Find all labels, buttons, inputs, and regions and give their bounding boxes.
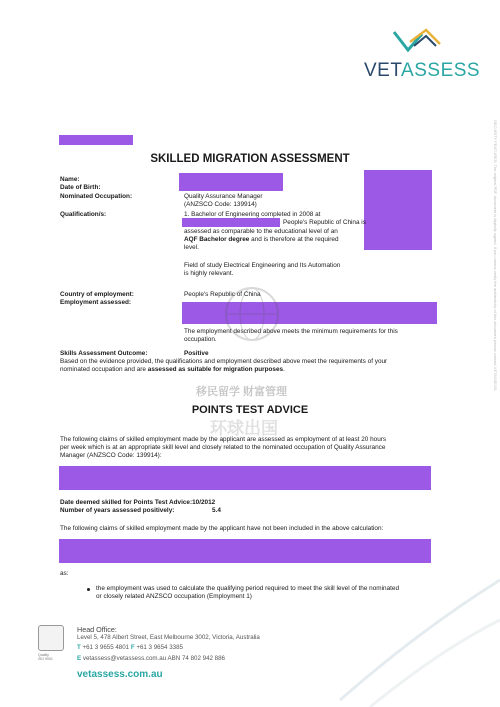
redaction-name <box>179 173 283 191</box>
fax-label: F <box>130 644 135 651</box>
globe-watermark-icon <box>222 284 282 344</box>
dob-label: Date of Birth: <box>60 184 101 191</box>
phone-value: +61 3 9655 4801 <box>80 644 131 651</box>
qualification-line1: 1. Bachelor of Engineering completed in 2008 at <box>184 211 321 218</box>
points-para2: The following claims of skilled employment made by the applicant have not been included in the above calculation: <box>60 525 384 532</box>
aqf-level: AQF Bachelor degree <box>184 236 250 243</box>
points-para1-line1: The following claims of skilled employment made by the applicant are assessed as employment of at least 20 hours <box>60 436 387 443</box>
as-label: as: <box>60 570 69 577</box>
cert-line2: ISO 9001 <box>38 657 53 661</box>
fax-value: +61 3 9654 3385 <box>134 644 183 651</box>
qualification-line3: assessed as comparable to the educational level of an <box>184 228 338 235</box>
footer-email-abn <box>77 655 225 662</box>
employment-note1: The employment described above meets the minimum requirements for this <box>184 328 398 335</box>
anzsco-value: (ANZSCO Code: 139914) <box>184 201 257 208</box>
occupation-label: Nominated Occupation: <box>60 193 133 200</box>
deemed-skilled-row <box>60 499 215 507</box>
occupation-value: Quality Assurance Manager <box>184 193 263 200</box>
redaction-top <box>59 135 133 145</box>
country-value: People's Republic of China <box>184 291 261 298</box>
outcome-text1: Based on the evidence provided, the qualifications and employment described above meet the requirements of your <box>60 358 388 365</box>
name-label: Name: <box>60 176 80 183</box>
watermark-line1: 移民留学 财富管理 <box>196 386 288 398</box>
email-value[interactable]: vetassess@vetassess.com.au ABN 74 802 942 886 <box>81 655 226 662</box>
years-value: 5.4 <box>212 507 221 514</box>
bullet-dot-icon <box>87 588 90 591</box>
points-para1-line2: per week which is at an appropriate skill level and closely related to the nominated occupation of Quality Assurance <box>60 444 386 451</box>
field-line2: is highly relevant. <box>184 270 234 277</box>
outcome-text2 <box>60 366 285 374</box>
qualification-label: Qualification/s: <box>60 211 107 218</box>
points-para1-line3: Manager (ANZSCO Code: 139914): <box>60 452 162 459</box>
deemed-label: Date deemed skilled for Points Test Advice: <box>60 499 193 506</box>
phone-label: T <box>77 644 81 651</box>
qualification-line5: level. <box>184 244 199 251</box>
vetassess-logo-icon <box>392 26 442 56</box>
bullet-line2: or closely related ANZSCO occupation (Employment 1) <box>96 593 252 600</box>
outcome-label: Skills Assessment Outcome: <box>60 350 148 357</box>
deemed-value: 10/2012 <box>192 499 216 506</box>
brand-wordmark <box>364 60 480 82</box>
redaction-photo <box>364 170 432 250</box>
footer-phone-fax <box>77 644 183 651</box>
email-label: E <box>77 655 82 662</box>
security-side-note: SECURITY FEATURES: The original PDF document is digitally signed. If you cannot verify the authenticity of this document please contact VETASSESS. <box>493 120 498 392</box>
decorative-swoosh-icon <box>330 560 500 707</box>
cert-seal-icon <box>38 625 64 651</box>
years-label: Number of years assessed positively: <box>60 507 175 514</box>
country-label: Country of employment: <box>60 291 134 298</box>
redaction-employment <box>182 302 437 324</box>
points-title: POINTS TEST ADVICE <box>191 404 309 416</box>
qualification-line4 <box>184 236 339 244</box>
redaction-institution <box>182 218 280 227</box>
quality-cert-badge <box>38 625 66 677</box>
footer-address: Level 5, 478 Albert Street, East Melbourne 3002, Victoria, Australia <box>77 634 260 641</box>
footer-website-link[interactable]: vetassess.com.au <box>77 669 163 680</box>
wordmark-vet: VET <box>364 60 402 81</box>
wordmark-assess: ASSESS <box>401 60 481 81</box>
field-line1: Field of study Electrical Engineering and Its Automation <box>184 262 341 269</box>
employment-note2: occupation. <box>184 336 217 343</box>
bullet-line1: the employment was used to calculate the qualifying period required to meet the skill level of the nominated <box>96 585 400 592</box>
cert-line1: Quality <box>38 653 49 657</box>
redaction-employment-claims <box>59 466 431 490</box>
qualification-line2: People's Republic of China is <box>283 219 366 226</box>
watermark-line2: 环球出国 <box>210 419 278 438</box>
suitability-statement: assessed as suitable for migration purposes <box>147 366 284 373</box>
qualification-line4-rest: and is therefore at the required <box>249 236 339 243</box>
document-title: SKILLED MIGRATION ASSESSMENT <box>150 153 350 165</box>
employment-label: Employment assessed: <box>60 299 132 306</box>
footer-head-office: Head Office: <box>77 625 117 634</box>
outcome-text2c: . <box>283 366 285 373</box>
outcome-value: Positive <box>184 350 209 357</box>
outcome-text2a: nominated occupation and are <box>60 366 148 373</box>
